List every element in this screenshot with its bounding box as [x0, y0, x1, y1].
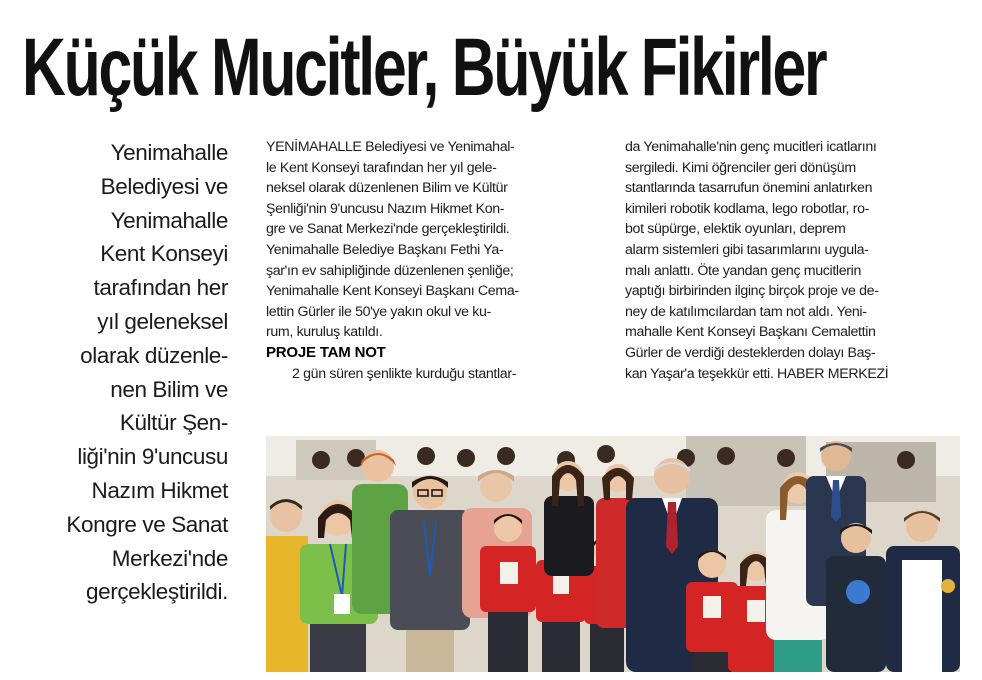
body-line: bot süpürge, elektik oyunları, deprem — [625, 221, 846, 238]
body-line: rum, kuruluş katıldı. — [266, 324, 383, 341]
body-line: YENİMAHALLE Belediyesi ve Yenimahal- — [266, 139, 515, 155]
body-column-1 — [266, 137, 602, 384]
body-line: Yenimahalle Kent Konseyi Başkanı Cema- — [266, 283, 519, 300]
body-line: kan Yaşar'a teşekkür etti. HABER MERKEZİ — [625, 365, 889, 382]
lead-line: Kültür Şen- — [119, 410, 228, 436]
lead-line: Nazım Hikmet — [91, 477, 228, 503]
lead-line: nen Bilim ve — [110, 376, 228, 402]
lead-line: Yenimahalle — [110, 207, 228, 233]
body-line: Şenliği'nin 9'uncusu Nazım Hikmet Kon- — [266, 200, 505, 217]
body-line: lettin Gürler ile 50'ye yakın okul ve ku- — [266, 303, 491, 320]
body-line: malı anlattı. Öte yandan genç mucitlerin — [625, 262, 861, 279]
body-column-2 — [625, 137, 961, 384]
lead-line: Yenimahalle — [110, 140, 228, 165]
lead-line: yıl geleneksel — [97, 308, 228, 334]
lead-line: gerçekleştirildi. — [86, 579, 228, 605]
subheading: PROJE TAM NOT — [266, 343, 386, 361]
body-line: gre ve Sanat Merkezi'nde gerçekleştirildi. — [266, 221, 510, 238]
lead-line: Kongre ve Sanat — [66, 511, 228, 537]
body-line: stantlarında tasarrufun önemini anlatırken — [625, 180, 873, 197]
lead-line: liği'nin 9'uncusu — [77, 444, 228, 470]
lead-line: tarafından her — [93, 275, 228, 301]
body-line: le Kent Konseyi tarafından her yıl gele- — [266, 159, 497, 176]
group-photo-illustration — [266, 436, 960, 672]
lead-paragraph — [20, 136, 228, 609]
lead-line: Belediyesi ve — [100, 173, 228, 199]
body-line: Yenimahalle Belediye Başkanı Fethi Ya- — [266, 241, 504, 258]
body-line: şar'ın ev sahipliğinde düzenlenen şenliğe; — [266, 262, 514, 279]
body-line: da Yenimahalle'nin genç mucitleri icatlarını — [625, 139, 877, 155]
body-line: yaptığı birbirinden ilginç birçok proje ve de- — [625, 283, 879, 300]
body-line: ney de katılımcılardan tam not aldı. Yeni- — [625, 303, 867, 320]
body-line: alarm sistemleri gibi tasarımlarını uygula- — [625, 241, 869, 258]
body-line: neksel olarak düzenlenen Bilim ve Kültür — [266, 180, 508, 197]
lead-line: Kent Konseyi — [100, 241, 228, 267]
body-line: sergiledi. Kimi öğrenciler geri dönüşüm — [625, 159, 856, 176]
group-photo — [266, 436, 960, 672]
lead-line: olarak düzenle- — [80, 342, 228, 368]
lead-line: Merkezi'nde — [111, 545, 228, 571]
body-line: 2 gün süren şenlikte kurduğu stantlar- — [292, 365, 517, 382]
headline: Küçük Mucitler, Büyük Fikirler — [22, 22, 826, 113]
body-line: mahalle Kent Konseyi Başkanı Cemalettin — [625, 324, 876, 341]
body-line: Gürler de verdiği desteklerden dolayı Baş- — [625, 344, 876, 361]
body-line: kimileri robotik kodlama, lego robotlar, ro- — [625, 200, 870, 217]
